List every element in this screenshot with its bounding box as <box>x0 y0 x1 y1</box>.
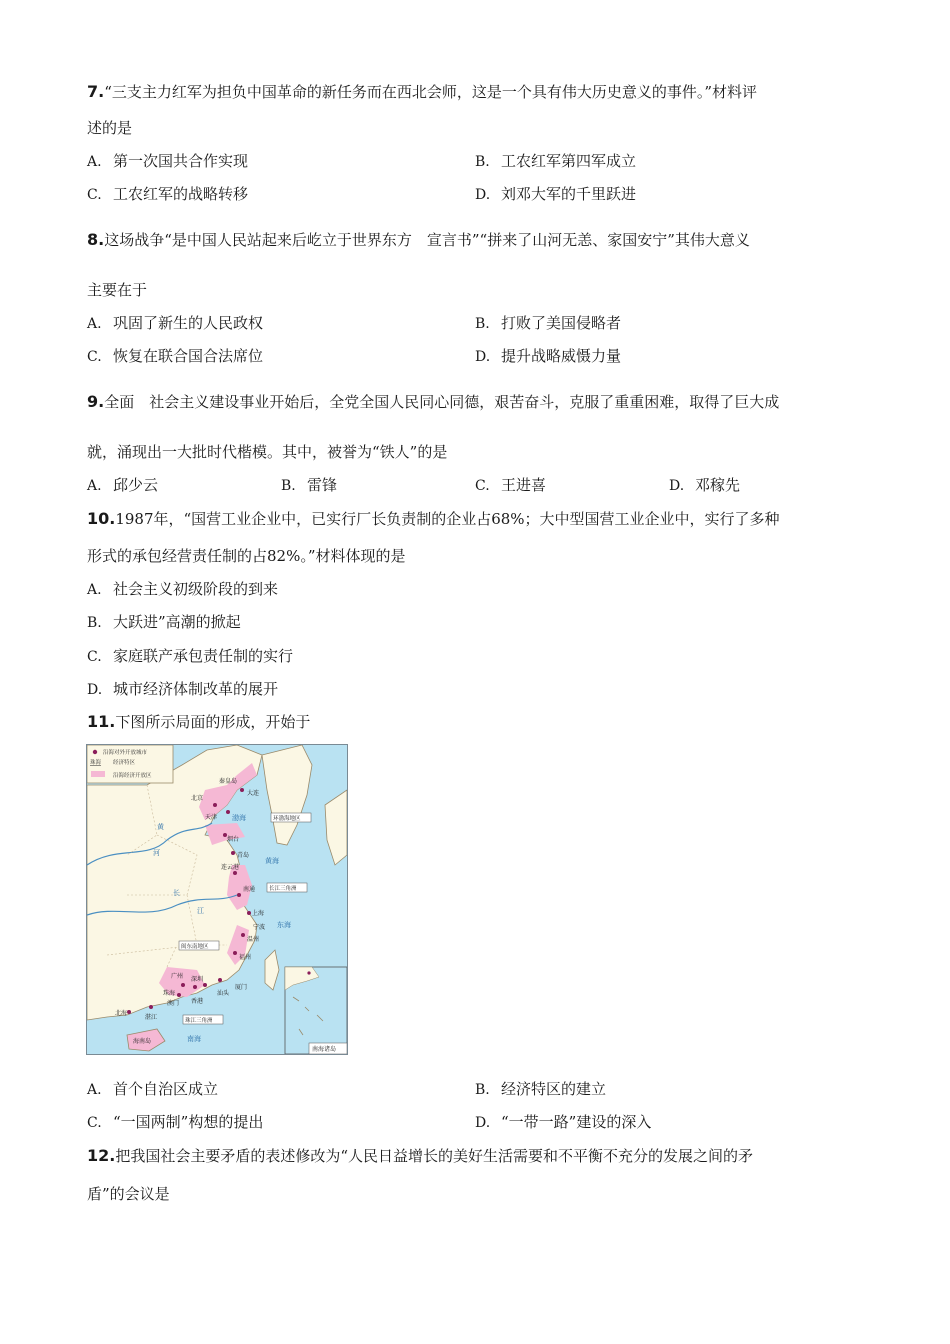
sea-huanghai: 黄海 <box>265 857 279 865</box>
q9-option-b[interactable]: B. 雷锋 <box>281 476 338 494</box>
inset-label: 南海诸岛 <box>312 1046 337 1053</box>
q10-option-b[interactable]: B. 大跃进”高潮的掀起 <box>87 613 241 631</box>
city-shenzhen: 深圳 <box>191 976 204 983</box>
q11-option-a[interactable]: A. 首个自治区成立 <box>87 1080 219 1098</box>
city-fuzhou: 福州 <box>239 954 252 961</box>
river-label-he: 河 <box>153 849 160 857</box>
q9-option-d[interactable]: D. 邓稼先 <box>669 476 741 494</box>
q7-option-a[interactable]: A. 第一次国共合作实现 <box>87 152 249 170</box>
legend-open-region: 沿海经济开放区 <box>113 773 152 779</box>
region-minnan: 闽东南地区 <box>181 944 209 950</box>
korea-land <box>262 745 312 845</box>
q7-option-b[interactable]: B. 工农红军第四军成立 <box>475 152 637 170</box>
river-label-huang: 黄 <box>157 823 164 831</box>
question-11-number: 11. <box>87 712 116 731</box>
legend-zhuhai: 珠海 <box>90 760 102 766</box>
q11-option-d[interactable]: D. “一带一路”建设的深入 <box>475 1113 652 1131</box>
question-7-number: 7. <box>87 82 105 101</box>
coastal-opening-map <box>86 744 348 1055</box>
city-hainan: 海南岛 <box>133 1038 152 1045</box>
q8-option-c[interactable]: C. 恢复在联合国合法席位 <box>87 347 264 365</box>
city-lianyungang: 连云港 <box>221 864 240 871</box>
question-12-number: 12. <box>87 1146 116 1165</box>
city-xiamen: 厦门 <box>235 984 248 991</box>
city-hongkong: 香港 <box>191 998 204 1005</box>
q7-option-c[interactable]: C. 工农红军的战略转移 <box>87 185 249 203</box>
q8-option-b[interactable]: B. 打败了美国侵略者 <box>475 314 622 332</box>
q8-option-d[interactable]: D. 提升战略威慑力量 <box>475 347 622 365</box>
city-qingdao: 青岛 <box>237 852 250 859</box>
question-7-line-1: 7.“三支主力红军为担负中国革命的新任务而在西北会师，这是一个具有伟大历史意义的事件。”材料评 <box>87 82 758 101</box>
region-bohai: 环渤海地区 <box>273 816 301 822</box>
sea-donghai: 东海 <box>277 921 291 929</box>
q11-option-c[interactable]: C. “一国两制”构想的提出 <box>87 1113 264 1131</box>
q11-option-b[interactable]: B. 经济特区的建立 <box>475 1080 607 1098</box>
city-macau: 澳门 <box>167 1000 180 1007</box>
city-qinhuangdao: 秦皇岛 <box>219 778 238 785</box>
city-shantou: 汕头 <box>217 990 230 997</box>
sea-nanhai: 南海 <box>187 1035 201 1043</box>
q10-option-d[interactable]: D. 城市经济体制改革的展开 <box>87 680 279 698</box>
question-10-number: 10. <box>87 509 116 528</box>
q9-option-c[interactable]: C. 王进喜 <box>475 476 547 494</box>
city-guangzhou: 广州 <box>171 973 184 980</box>
city-wenzhou: 温州 <box>247 936 260 943</box>
city-nantong: 南通 <box>243 886 256 893</box>
city-zhanjiang: 湛江 <box>145 1014 158 1021</box>
question-9-line-1: 9.全面 社会主义建设事业开始后，全党全国人民同心同德，艰苦奋斗，克服了重重困难，取得了巨大成 <box>87 392 780 411</box>
question-12-line-1: 12.把我国社会主要矛盾的表述修改为“人民日益增长的美好生活需要和不平衡不充分的发展之间的矛 <box>87 1146 754 1165</box>
region-yangtze-delta: 长江三角洲 <box>269 886 297 892</box>
question-11-line-1: 11.下图所示局面的形成，开始于 <box>87 712 311 731</box>
question-12-line-2: 盾”的会议是 <box>87 1185 170 1203</box>
sea-bohai: 渤海 <box>232 814 246 822</box>
city-shanghai: 上海 <box>252 910 265 917</box>
legend-open-cities: 沿海对外开放城市 <box>103 750 148 756</box>
city-tianjin: 天津 <box>205 814 218 821</box>
city-beihai: 北海 <box>115 1010 128 1017</box>
question-9-number: 9. <box>87 392 105 411</box>
city-dalian: 大连 <box>247 790 260 797</box>
question-9-line-2: 就，涌现出一大批时代楷模。其中，被誉为“铁人”的是 <box>87 443 448 461</box>
q8-option-a[interactable]: A. 巩固了新生的人民政权 <box>87 314 264 332</box>
question-8-line-2: 主要在于 <box>87 281 148 299</box>
river-label-jiang: 江 <box>197 907 204 915</box>
japan-land <box>325 790 347 865</box>
q7-option-d[interactable]: D. 刘邓大军的千里跃进 <box>475 185 637 203</box>
city-yantai: 烟台 <box>227 836 240 843</box>
question-7-line-2: 述的是 <box>87 119 133 137</box>
region-pearl-delta: 珠江三角洲 <box>185 1018 213 1024</box>
city-zhuhai: 珠海 <box>163 990 176 997</box>
legend-special-zones: 经济特区 <box>113 760 136 766</box>
question-8-number: 8. <box>87 230 105 249</box>
question-10-line-2: 形式的承包经营责任制的占82%。”材料体现的是 <box>87 547 406 565</box>
taiwan-land <box>265 950 279 990</box>
river-label-chang: 长 <box>173 889 180 897</box>
city-beijing: 北京 <box>191 795 204 802</box>
q9-option-a[interactable]: A. 邱少云 <box>87 476 159 494</box>
question-8-line-1: 8.这场战争“是中国人民站起来后屹立于世界东方 宣言书”“拼来了山河无恙、家国安宁”其伟大意义 <box>87 230 750 249</box>
q10-option-c[interactable]: C. 家庭联产承包责任制的实行 <box>87 647 294 665</box>
question-10-line-1: 10.1987年，“国营工业企业中，已实行厂长负责制的企业占68%；大中型国营工业企业中，实行了多种 <box>87 509 780 528</box>
q10-option-a[interactable]: A. 社会主义初级阶段的到来 <box>87 580 279 598</box>
city-ningbo: 宁波 <box>253 924 266 931</box>
